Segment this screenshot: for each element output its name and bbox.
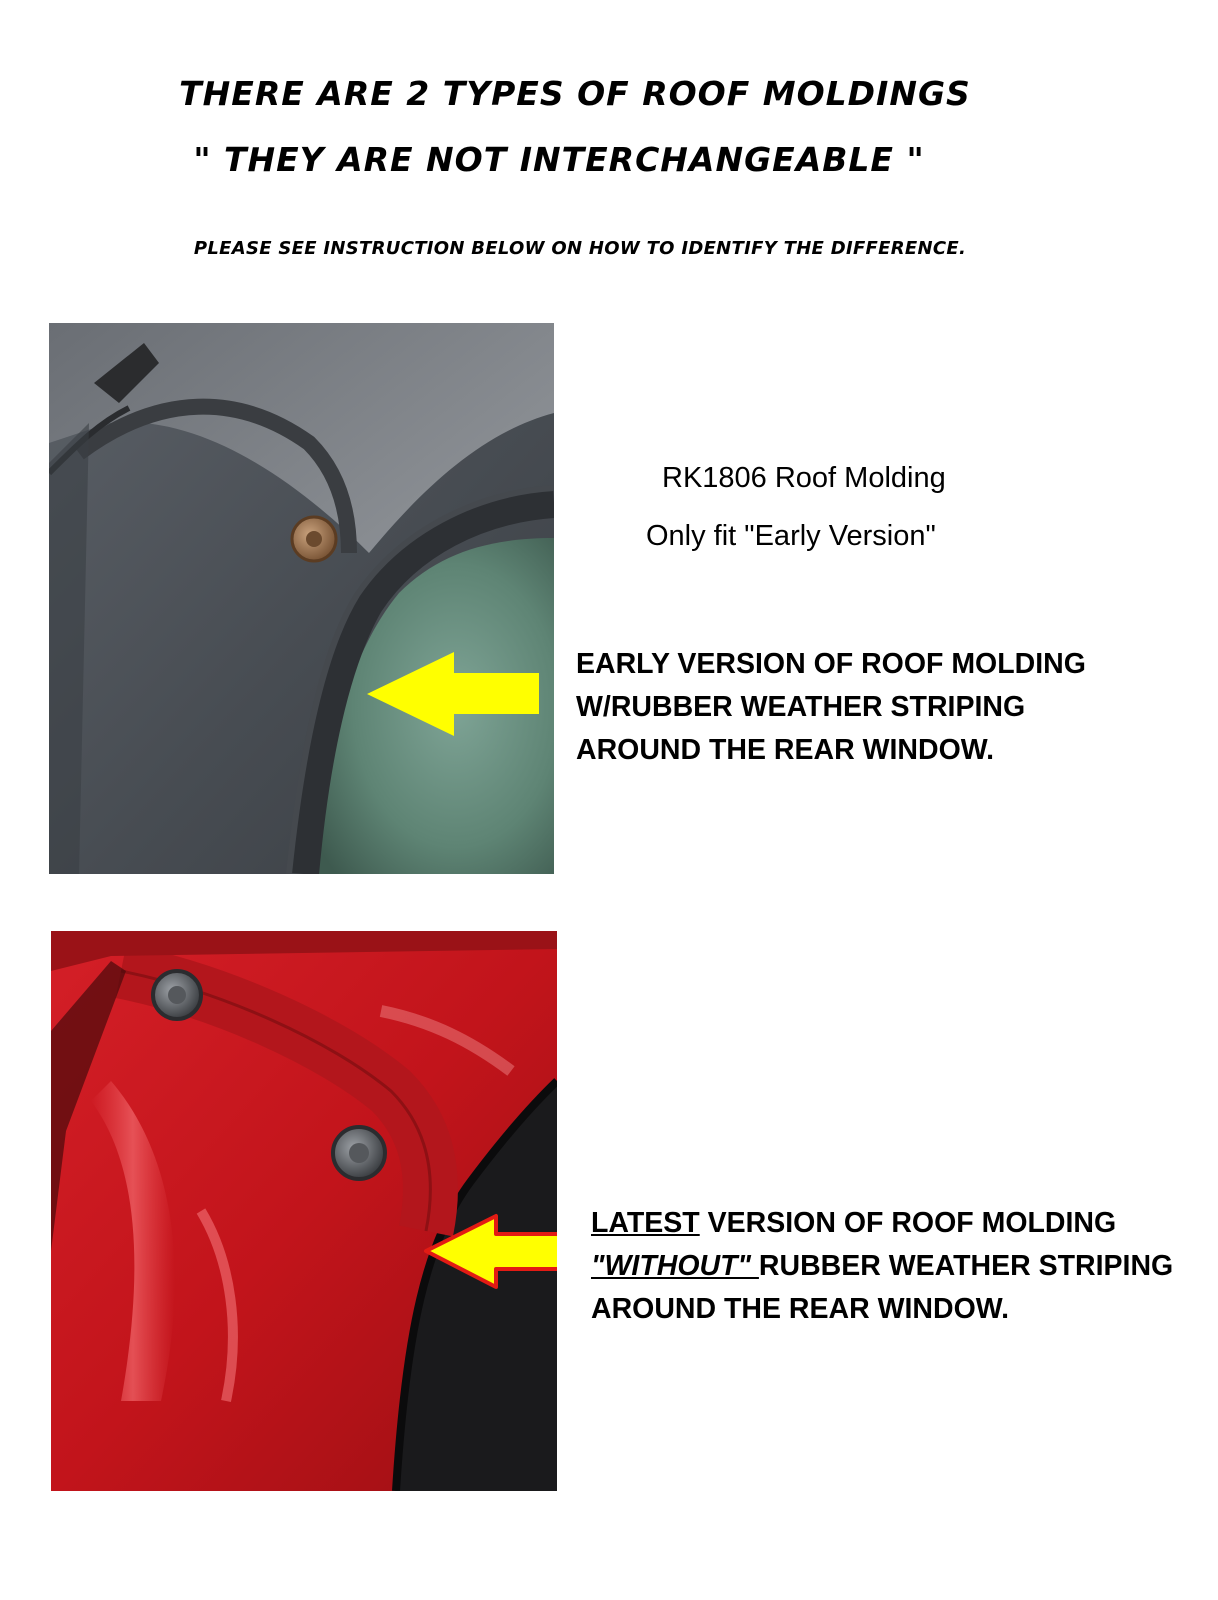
early-desc-line-2: W/RUBBER WEATHER STRIPING [576, 691, 1026, 723]
page-title: THERE ARE 2 TYPES OF ROOF MOLDINGS [179, 74, 971, 113]
page-subtitle: " THEY ARE NOT INTERCHANGEABLE " [193, 140, 925, 179]
part-number-label: RK1806 Roof Molding [662, 462, 946, 494]
screw-icon [333, 1127, 385, 1179]
early-version-description [576, 643, 1086, 772]
fitment-label: Only fit "Early Version" [646, 520, 936, 552]
early-desc-line-1: EARLY VERSION OF ROOF MOLDING [576, 648, 1086, 680]
without-keyword: "WITHOUT" [591, 1250, 759, 1282]
latest-keyword: LATEST [591, 1207, 700, 1239]
latest-line-2-rest: RUBBER WEATHER STRIPING [758, 1250, 1174, 1282]
latest-line-1-rest: VERSION OF ROOF MOLDING [699, 1207, 1117, 1239]
early-desc-line-3: AROUND THE REAR WINDOW. [576, 734, 994, 766]
latest-desc-line-3: AROUND THE REAR WINDOW. [591, 1293, 1009, 1325]
latest-version-photo [51, 931, 557, 1491]
early-version-photo [49, 323, 554, 874]
instruction-text: PLEASE SEE INSTRUCTION BELOW ON HOW TO IDENTIFY THE DIFFERENCE. [193, 238, 967, 259]
latest-version-description [591, 1202, 1173, 1331]
screw-icon [153, 971, 201, 1019]
latest-desc-line-2 [591, 1245, 1173, 1288]
latest-desc-line-1 [591, 1202, 1173, 1245]
screw-icon [292, 517, 336, 561]
